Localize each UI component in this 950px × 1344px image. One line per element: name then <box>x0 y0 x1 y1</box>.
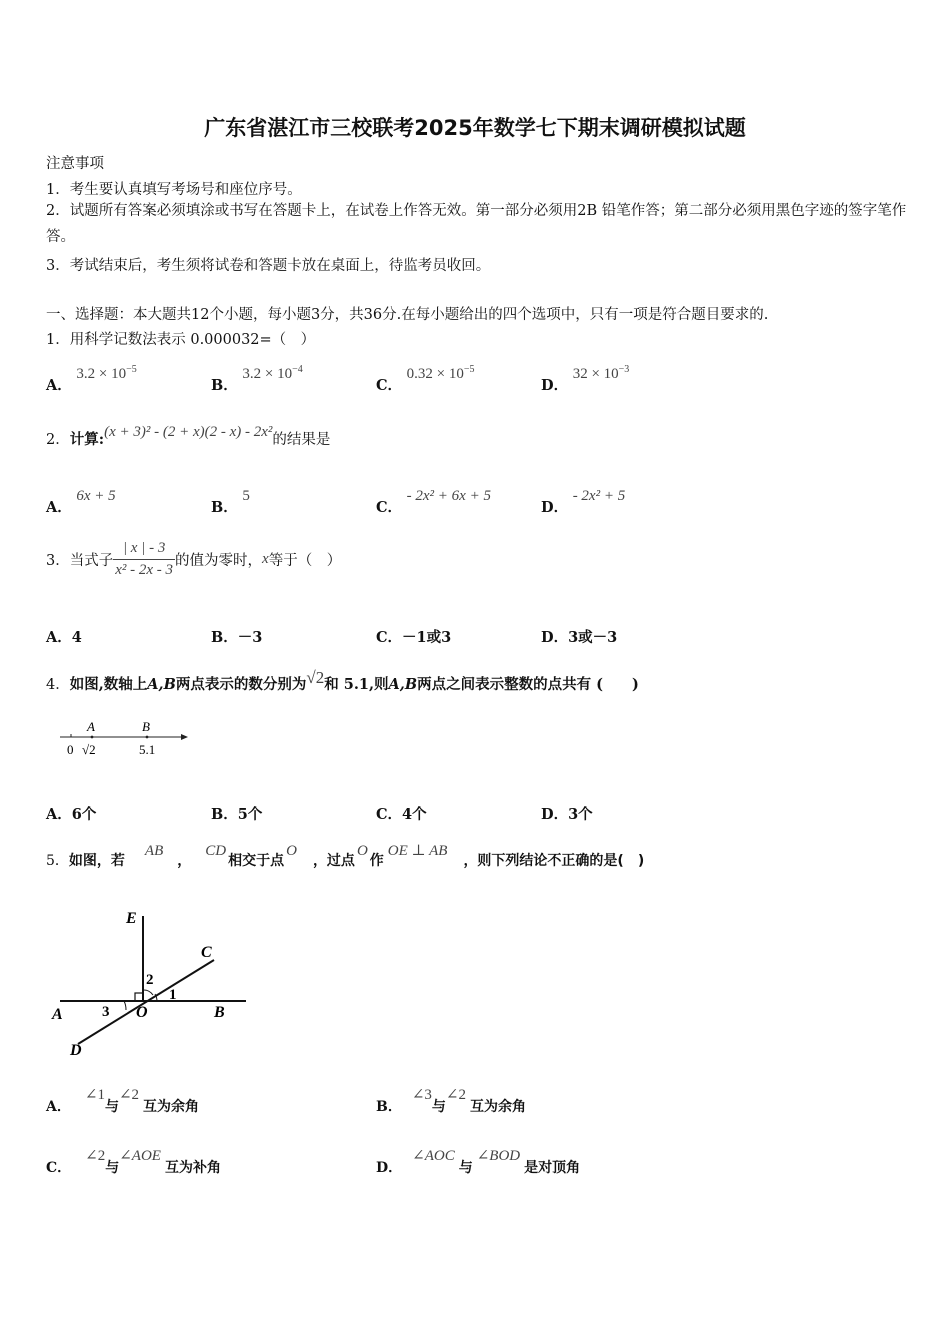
option-angle: ∠2 <box>445 1087 466 1103</box>
option-value: 6x + 5 <box>76 488 116 504</box>
label-a: A <box>52 1006 63 1023</box>
label-o: O <box>136 1004 148 1021</box>
option-value: $3.2 \times 10^{-4}$ <box>242 364 303 382</box>
q5-option-a[interactable] <box>46 1084 200 1115</box>
option-angle: ∠AOE <box>119 1148 161 1164</box>
label-zero: 0 <box>67 742 74 757</box>
option-value: $3.2 \times 10^{-5}$ <box>76 364 137 382</box>
label-c: C <box>201 944 212 961</box>
question-text: 等于（ ） <box>268 553 342 569</box>
question-variable: CD <box>205 843 227 859</box>
right-angle-mark <box>135 993 143 1001</box>
option-angle: ∠2 <box>85 1148 106 1164</box>
label-b: B <box>214 1004 225 1021</box>
option-label: B． <box>211 499 238 516</box>
intersecting-lines-figure <box>46 904 246 1062</box>
option-value: 3或－3 <box>568 629 618 646</box>
q4-option-c[interactable] <box>376 803 427 824</box>
option-label: D． <box>541 499 569 516</box>
q3-option-a[interactable] <box>46 626 82 647</box>
question-number: 1． <box>46 332 70 348</box>
question-2 <box>46 424 331 449</box>
question-text: ， <box>177 853 192 869</box>
q4-option-b[interactable] <box>211 803 262 824</box>
option-label: B． <box>211 806 238 823</box>
option-value: $0.32 \times 10^{-5}$ <box>406 364 475 382</box>
q2-option-c[interactable] <box>376 484 491 516</box>
label-angle-2: 2 <box>146 972 154 988</box>
question-3 <box>46 540 341 579</box>
fraction-numerator: | x | - 3 <box>122 540 166 556</box>
q5-option-c[interactable] <box>46 1145 221 1176</box>
question-number: 5． <box>46 853 69 869</box>
option-angle: ∠BOD <box>476 1148 521 1164</box>
sqrt-expression: √2 <box>306 668 325 687</box>
question-variable: AB <box>144 843 164 859</box>
question-number: 4． <box>46 677 70 693</box>
option-value: 5个 <box>237 806 263 823</box>
page-title: 广东省湛江市三校联考2025年数学七下期末调研模拟试题 <box>204 116 746 140</box>
question-text: ，则下列结论不正确的是( ) <box>463 853 645 869</box>
option-angle: ∠3 <box>411 1087 432 1103</box>
question-text: 两点之间表示整数的点共有 ( ) <box>417 676 639 693</box>
option-angle: ∠2 <box>118 1087 140 1103</box>
option-label: D． <box>541 377 569 394</box>
option-text: 与 <box>431 1099 446 1115</box>
option-value: - 2x² + 6x + 5 <box>406 488 491 504</box>
option-value: －1或3 <box>402 629 452 646</box>
question-text: 用科学记数法表示 0.000032=（ ） <box>69 332 316 348</box>
question-text: 的结果是 <box>272 432 331 448</box>
option-value: 4 <box>71 629 82 646</box>
option-label: C． <box>376 806 403 823</box>
option-label: A． <box>46 1099 71 1115</box>
question-variable: OE ⊥ AB <box>387 843 448 859</box>
option-angle: ∠AOC <box>412 1148 455 1164</box>
q3-option-b[interactable] <box>211 626 262 647</box>
option-text: 与 <box>458 1160 473 1176</box>
notice-item: 3．考试结束后，考生须将试卷和答题卡放在桌面上，待监考员收回。 <box>46 258 491 274</box>
option-angle: ∠1 <box>84 1087 105 1103</box>
label-angle-3: 3 <box>102 1004 110 1020</box>
q4-option-d[interactable] <box>541 803 593 824</box>
label-5-1: 5.1 <box>139 742 156 757</box>
q5-option-b[interactable] <box>376 1084 526 1115</box>
q1-option-a[interactable] <box>46 362 137 394</box>
section-heading: 一、选择题：本大题共12个小题，每小题3分，共36分.在每小题给出的四个选项中，只有一项是符合题目要求的. <box>46 307 769 323</box>
q4-option-a[interactable] <box>46 803 96 824</box>
option-label: A． <box>46 806 72 823</box>
option-value: 6个 <box>71 806 97 823</box>
option-text: 与 <box>104 1099 119 1115</box>
option-label: B． <box>211 377 238 394</box>
notice-item: 1．考生要认真填写考场号和座位序号。 <box>46 182 302 198</box>
question-variable: O <box>356 843 368 859</box>
option-label: B． <box>376 1099 402 1115</box>
q2-option-b[interactable] <box>211 484 250 516</box>
question-text: 作 <box>369 853 384 869</box>
number-line-figure <box>56 716 196 762</box>
option-label: D． <box>541 629 569 646</box>
q5-option-d[interactable] <box>376 1145 581 1176</box>
option-value: - 2x² + 5 <box>572 488 626 504</box>
angle-3-arc <box>124 1001 126 1010</box>
option-value: 3个 <box>568 806 593 823</box>
fraction-denominator: x² - 2x - 3 <box>113 559 175 579</box>
question-expression: (x + 3)² - (2 + x)(2 - x) - 2x² <box>104 424 273 440</box>
q3-option-c[interactable] <box>376 626 451 647</box>
option-label: C． <box>376 629 403 646</box>
question-text: 计算: <box>69 431 105 448</box>
option-label: C． <box>376 499 403 516</box>
point-a <box>91 736 94 739</box>
option-label: A． <box>46 377 72 394</box>
option-label: C． <box>376 377 403 394</box>
question-text: 如图,数轴上 <box>69 676 148 693</box>
question-text: 如图，若 <box>68 853 125 869</box>
option-value: 5 <box>242 488 250 504</box>
q1-option-d[interactable] <box>541 362 630 394</box>
option-text: 互为补角 <box>164 1160 221 1176</box>
question-text: 两点表示的数分别为 <box>175 676 307 693</box>
point-b <box>146 736 149 739</box>
q3-option-d[interactable] <box>541 626 617 647</box>
question-variable: A,B <box>388 676 418 693</box>
question-text: 和 5.1,则 <box>324 676 389 693</box>
arrow-icon <box>181 734 188 740</box>
label-b: B <box>142 719 150 734</box>
question-variable: O <box>286 843 297 859</box>
notice-heading: 注意事项 <box>46 156 104 172</box>
label-a: A <box>87 719 95 734</box>
question-text: 当式子 <box>69 553 114 569</box>
option-text: 是对顶角 <box>524 1160 581 1176</box>
option-label: A． <box>46 629 72 646</box>
question-number: 2． <box>46 432 70 448</box>
option-label: D． <box>376 1160 403 1176</box>
angle-2-arc <box>143 990 153 995</box>
label-angle-1: 1 <box>169 987 177 1003</box>
q2-option-a[interactable] <box>46 484 116 516</box>
q1-option-b[interactable] <box>211 362 303 394</box>
question-text: ，过点 <box>312 853 355 869</box>
label-d: D <box>70 1042 82 1059</box>
option-label: D． <box>541 806 569 823</box>
question-number: 3． <box>46 553 70 569</box>
label-sqrt2: √2 <box>82 742 96 757</box>
option-label: A． <box>46 499 72 516</box>
option-label: B． <box>211 629 238 646</box>
q2-option-d[interactable] <box>541 484 626 516</box>
notice-item: 2．试题所有答案必须填涂或书写在答题卡上，在试卷上作答无效。第一部分必须用2B 铅笔作答；第二部分必须用黑色字迹的签字笔作答。 <box>46 203 907 245</box>
option-value: －3 <box>237 629 263 646</box>
option-label: C． <box>46 1160 72 1176</box>
question-text: 的值为零时， <box>175 553 263 569</box>
option-text: 与 <box>105 1160 120 1176</box>
label-e: E <box>126 910 137 927</box>
question-4 <box>46 668 639 694</box>
question-text: 相交于点 <box>228 853 285 869</box>
question-variable: x <box>262 551 269 567</box>
question-variable: A,B <box>147 676 176 693</box>
fraction-expression <box>113 540 175 579</box>
question-1 <box>46 328 315 349</box>
option-text: 互为余角 <box>143 1099 200 1115</box>
option-value: $32 \times 10^{-3}$ <box>572 364 630 382</box>
question-5 <box>46 843 645 870</box>
option-value: 4个 <box>402 806 427 823</box>
q1-option-c[interactable] <box>376 362 475 394</box>
option-text: 互为余角 <box>470 1099 526 1115</box>
